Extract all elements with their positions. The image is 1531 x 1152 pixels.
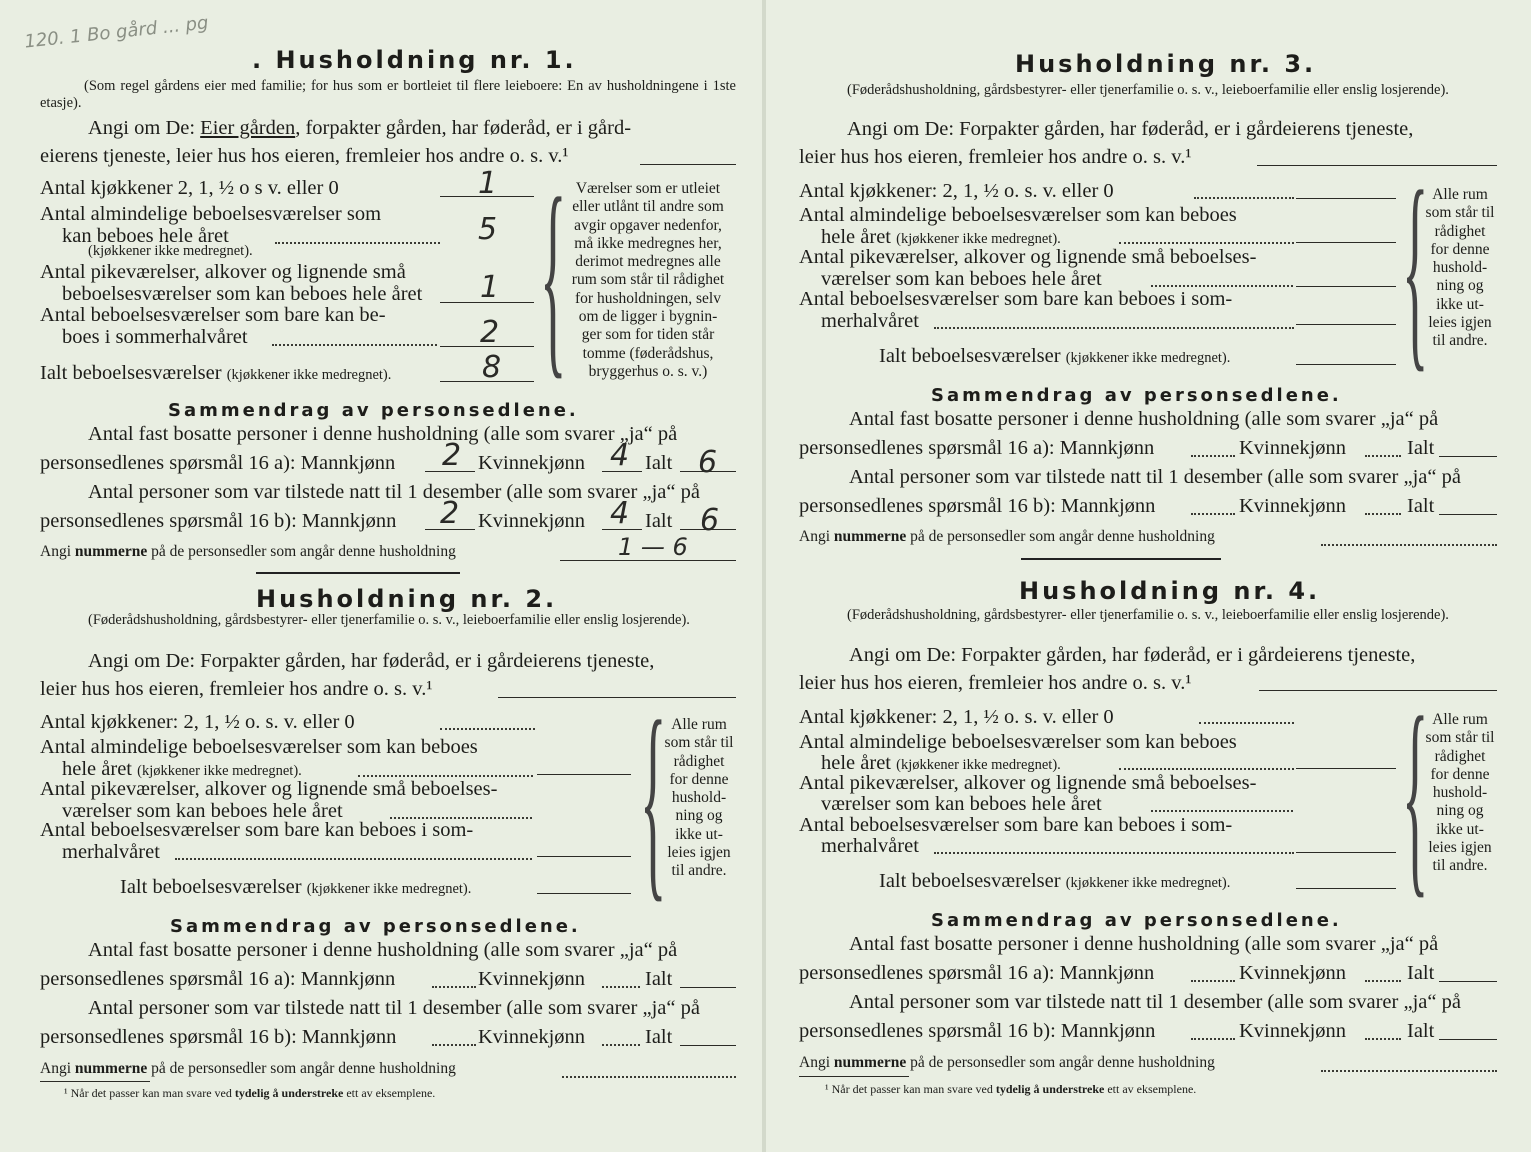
h1-summary-a-total: Ialt — [645, 452, 673, 474]
h4-summary-a-line-1: Antal fast bosatte personer i denne husholdning (alle som svarer „ja“ på — [849, 933, 1439, 955]
h4-maid-label-a: Antal pikeværelser, alkover og lignende små beboelses- — [799, 772, 1257, 794]
h1-female-a-answer: 4 — [610, 438, 630, 473]
h3-kitchens-label: Antal kjøkkener: 2, 1, ½ o. s. v. eller 0 — [799, 180, 1114, 202]
household-1-question-line-1: Angi om De: Eier gården, forpakter gården, har føderåd, er i gård- — [88, 117, 632, 139]
h1-summary-a-female: Kvinnekjønn — [478, 452, 586, 474]
h2-summary-a-line-1: Antal fast bosatte personer i denne husholdning (alle som svarer „ja“ på — [88, 939, 678, 961]
h4-summary-title: Sammendrag av personsedlene. — [931, 910, 1342, 931]
h4-summary-b-total: Ialt — [1407, 1020, 1435, 1042]
h2-summary-b-total: Ialt — [645, 1026, 673, 1048]
h3-summary-a-line-1: Antal fast bosatte personer i denne husholdning (alle som svarer „ja“ på — [849, 408, 1439, 430]
h3-summary-a-total: Ialt — [1407, 437, 1435, 459]
h4-summary-b-line-2: personsedlenes spørsmål 16 b): Mannkjønn — [799, 1020, 1156, 1042]
h4-summary-b-line-1: Antal personer som var tilstede natt til 1 desember (alle som svarer „ja“ på — [849, 991, 1461, 1013]
household-4-question-line-2: leier hus hos eieren, fremleier hos andre o. s. v.¹ — [799, 672, 1192, 694]
h4-ordinary-label-a: Antal almindelige beboelsesværelser som kan beboes — [799, 731, 1237, 753]
h1-male-a-answer: 2 — [442, 438, 462, 473]
household-2-note: (Føderådshusholdning, gårdsbestyrer- eller tjenerfamilie o. s. v., leieboerfamilie eller enslig losjerende). — [88, 612, 690, 628]
right-page: Husholdning nr. 3. (Føderådshusholdning, gårdsbestyrer- eller tjenerfamilie o. s. v., leieboerfamilie eller enslig losjerende). Angi om De: Forpakter gården, har føderåd, er i gårdeierens tjeneste, leier hus hos eieren, fremleier hos andre o. s. v.¹ Antal kjøkkener: 2, 1, ½ o. s. v. eller 0 Antal almindelige beboelsesværelser som kan beboes hele året (kjøkkener ikke medregnet). Antal pikeværelser, alkover og lignende små beboelses- værelser som kan beboes hele året Antal beboelsesværelser som bare kan beboes i som- merhalvåret Ialt beboelsesværelser (kjøkkener ikke medregnet). { Alle rum som står til rådighet for denne hushold- ning og ikke ut- leies igjen til andre. Sammendrag av personsedlene. Antal fast bosatte personer i denne husholdning (alle som svarer „ja“ på personsedlenes spørsmål 16 a): Mannkjønn Kvinnekjønn Ialt Antal personer som var tilstede natt til 1 desember (alle som svarer „ja“ på personsedlenes spørsmål 16 b): Mannkjønn Kvinnekjønn Ialt Angi nummerne på de personsedler som angår denne husholdning Husholdning nr. 4. (Føderådshusholdning, gårdsbestyrer- eller tjenerfamilie o. s. v., leieboerfamilie eller enslig losjerende). Angi om De: Forpakter gården, har føderåd, er i gårdeierens tjeneste, leier hus hos eieren, fremleier hos andre o. s. v.¹ Antal kjøkkener: 2, 1, ½ o. s. v. eller 0 Antal almindelige beboelsesværelser som kan beboes hele året (kjøkkener ikke medregnet). Antal pikeværelser, alkover og lignende små beboelses- værelser som kan beboes hele året Antal beboelsesværelser som bare kan beboes i som- merhalvåret Ialt beboelsesværelser (kjøkkener ikke medregnet). { Alle rum som står til rådighet for denne hushold- ning og ikke ut- leies igjen til andre. Sammendrag av personsedlene. Antal fast bosatte personer i denne husholdning (alle som svarer „ja“ på personsedlenes spørsmål 16 a): Mannkjønn Kvinnekjønn Ialt Antal personer som var tilstede natt til 1 desember (alle som svarer „ja“ på personsedlenes spørsmål 16 b): Mannkjønn Kvinnekjønn Ialt Angi nummerne på de personsedler som angår denne husholdning ¹ Når det passer kan man svare ved tydelig å understreke ett av eksemplene. — [766, 0, 1531, 1152]
household-4-title: Husholdning nr. 4. — [1019, 577, 1321, 605]
h1-numbers-label: Angi nummerne på de personsedler som angår denne husholdning — [40, 543, 456, 560]
household-1-title: . Husholdning nr. 1. — [252, 46, 577, 74]
left-footnote: ¹ Når det passer kan man svare ved tydelig å understreke ett av eksemplene. — [64, 1086, 436, 1100]
h1-summary-a-line-1: Antal fast bosatte personer i denne husholdning (alle som svarer „ja“ på — [88, 423, 678, 445]
h1-ordinary-label-a: Antal almindelige beboelsesværelser som — [40, 203, 382, 225]
h1-ordinary-label-b: kan beboes hele året — [62, 225, 229, 247]
left-page: 120. 1 Bo gård ... pg . Husholdning nr. 1. (Som regel gårdens eier med familie; for hus som er bortleiet til flere leieboere: En av husholdningene i 1ste etasje). Angi om De: Eier gården, forpakter gården, har føderåd, er i gård- eierens tjeneste, leier hus hos eieren, fremleier hos andre o. s. v.¹ Antal kjøkkener 2, 1, ½ o s v. eller 0 1 Antal almindelige beboelsesværelser som kan beboes hele året (kjøkkener ikke medregnet). 5 Antal pikeværelser, alkover og lignende små beboelsesværelser som kan beboes hele året 1 Antal beboelsesværelser som bare kan be- boes i sommerhalvåret 2 Ialt beboelsesværelser (kjøkkener ikke medregnet). 8 { Værelser som er utleiet eller utlånt til andre som avgir opgaver nedenfor, må ikke medregnes her, derimot medregnes alle rum som står til rådighet for husholdningen, selv om de ligger i bygnin- ger som for tiden står tomme (føderådshus, bryggerhus o. s. v.) Sammendrag av personsedlene. Antal fast bosatte personer i denne husholdning (alle som svarer „ja“ på personsedlenes spørsmål 16 a): Mannkjønn Kvinnekjønn Ialt 2 4 6 Antal personer som var tilstede natt til 1 desember (alle som svarer „ja“ på personsedlenes spørsmål 16 b): Mannkjønn Kvinnekjønn Ialt 2 4 6 Angi nummerne på de personsedler som angår denne husholdning 1 — 6 Husholdning nr. 2. (Føderådshusholdning, gårdsbestyrer- eller tjenerfamilie o. s. v., leieboerfamilie eller enslig losjerende). Angi om De: Forpakter gården, har føderåd, er i gårdeierens tjeneste, leier hus hos eieren, fremleier hos andre o. s. v.¹ Antal kjøkkener: 2, 1, ½ o. s. v. eller 0 Antal almindelige beboelsesværelser som kan beboes hele året (kjøkkener ikke medregnet). Antal pikeværelser, alkover og lignende små beboelses- værelser som kan beboes hele året Antal beboelsesværelser som bare kan beboes i som- merhalvåret Ialt beboelsesværelser (kjøkkener ikke medregnet). { Alle rum som står til rådighet for denne hushold- ning og ikke ut- leies igjen til andre. Sammendrag av personsedlene. Antal fast bosatte personer i denne husholdning (alle som svarer „ja“ på personsedlenes spørsmål 16 a): Mannkjønn Kvinnekjønn Ialt Antal personer som var tilstede natt til 1 desember (alle som svarer „ja“ på personsedlenes spørsmål 16 b): Mannkjønn Kvinnekjønn Ialt Angi nummerne på de personsedler som angår denne husholdning ¹ Når det passer kan man svare ved tydelig å understreke ett av eksemplene. — [0, 0, 762, 1152]
h1-maid-label-a: Antal pikeværelser, alkover og lignende små — [40, 261, 406, 283]
h4-summary-a-total: Ialt — [1407, 962, 1435, 984]
h3-ordinary-label-a: Antal almindelige beboelsesværelser som kan beboes — [799, 204, 1237, 226]
h3-numbers-label: Angi nummerne på de personsedler som angår denne husholdning — [799, 528, 1215, 545]
h4-summary-a-line-2: personsedlenes spørsmål 16 a): Mannkjønn — [799, 962, 1155, 984]
h2-ordinary-label-a: Antal almindelige beboelsesværelser som kan beboes — [40, 736, 478, 758]
h3-side-note: Alle rum som står til rådighet for denne hushold- ning og ikke ut- leies igjen til andre. — [1425, 186, 1495, 350]
household-1-note: (Som regel gårdens eier med familie; for hus som er bortleiet til flere leieboere: En av husholdningene i 1ste etasje). — [40, 78, 736, 111]
household-2-title: Husholdning nr. 2. — [256, 585, 558, 613]
h1-female-b-answer: 4 — [610, 496, 630, 531]
h2-summary-b-line-1: Antal personer som var tilstede natt til 1 desember (alle som svarer „ja“ på — [88, 997, 700, 1019]
h1-ordinary-note: (kjøkkener ikke medregnet). — [88, 243, 253, 259]
household-2-question-line-1: Angi om De: Forpakter gården, har føderåd, er i gårdeierens tjeneste, — [88, 650, 655, 672]
h2-maid-label-a: Antal pikeværelser, alkover og lignende små beboelses- — [40, 778, 498, 800]
h1-kitchens-answer: 1 — [478, 166, 498, 201]
household-1-question-line-2: eierens tjeneste, leier hus hos eieren, fremleier hos andre o. s. v.¹ — [40, 145, 569, 167]
h1-summer-answer: 2 — [480, 315, 500, 350]
h2-total-label: Ialt beboelsesværelser (kjøkkener ikke medregnet). — [120, 876, 472, 898]
h4-side-note: Alle rum som står til rådighet for denne hushold- ning og ikke ut- leies igjen til andre. — [1425, 711, 1495, 875]
h1-summary-title: Sammendrag av personsedlene. — [168, 400, 579, 421]
h3-summary-a-line-2: personsedlenes spørsmål 16 a): Mannkjønn — [799, 437, 1155, 459]
h3-total-label: Ialt beboelsesværelser (kjøkkener ikke medregnet). — [879, 345, 1231, 367]
h4-kitchens-label: Antal kjøkkener: 2, 1, ½ o. s. v. eller 0 — [799, 706, 1114, 728]
h4-summer-label-a: Antal beboelsesværelser som bare kan beboes i som- — [799, 814, 1233, 836]
h1-summer-label-b: boes i sommerhalvåret — [62, 326, 248, 348]
household-3-title: Husholdning nr. 3. — [1015, 50, 1317, 78]
h2-summary-b-female: Kvinnekjønn — [478, 1026, 586, 1048]
h4-numbers-label: Angi nummerne på de personsedler som angår denne husholdning — [799, 1054, 1215, 1071]
h3-summer-label-a: Antal beboelsesværelser som bare kan beboes i som- — [799, 288, 1233, 310]
corner-note: 120. 1 Bo gård ... pg — [23, 12, 210, 53]
h1-summary-b-female: Kvinnekjønn — [478, 510, 586, 532]
h1-side-note: Værelser som er utleiet eller utlånt til andre som avgir opgaver nedenfor, må ikke medregnes her, derimot medregnes alle rum som står til rådighet for husholdningen, selv om de ligger i bygnin- ger som for tiden står tomme (føderådshus, bryggerhus o. s. v.) — [571, 180, 725, 380]
h4-ordinary-label-b: hele året (kjøkkener ikke medregnet). — [821, 752, 1061, 774]
household-3-note: (Føderådshusholdning, gårdsbestyrer- eller tjenerfamilie o. s. v., leieboerfamilie eller enslig losjerende). — [847, 82, 1449, 98]
household-3-question-line-1: Angi om De: Forpakter gården, har føderåd, er i gårdeierens tjeneste, — [847, 118, 1414, 140]
h2-summer-label-b: merhalvåret — [62, 841, 160, 863]
household-4-question-line-1: Angi om De: Forpakter gården, har føderåd, er i gårdeierens tjeneste, — [849, 644, 1416, 666]
h1-male-b-answer: 2 — [440, 496, 460, 531]
h1-ordinary-answer: 5 — [478, 212, 498, 247]
h2-summary-a-total: Ialt — [645, 968, 673, 990]
h1-summary-b-total: Ialt — [645, 510, 673, 532]
h1-summer-label-a: Antal beboelsesværelser som bare kan be- — [40, 304, 386, 326]
h1-summary-a-line-2: personsedlenes spørsmål 16 a): Mannkjønn — [40, 452, 396, 474]
h4-summer-label-b: merhalvåret — [821, 835, 919, 857]
household-4-note: (Føderådshusholdning, gårdsbestyrer- eller tjenerfamilie o. s. v., leieboerfamilie eller enslig losjerende). — [847, 607, 1449, 623]
h3-summary-b-line-1: Antal personer som var tilstede natt til 1 desember (alle som svarer „ja“ på — [849, 466, 1461, 488]
h3-summary-b-female: Kvinnekjønn — [1239, 495, 1347, 517]
h3-summary-title: Sammendrag av personsedlene. — [931, 385, 1342, 406]
h2-kitchens-label: Antal kjøkkener: 2, 1, ½ o. s. v. eller 0 — [40, 711, 355, 733]
h1-kitchens-label: Antal kjøkkener 2, 1, ½ o s v. eller 0 — [40, 177, 339, 199]
h3-summary-b-total: Ialt — [1407, 495, 1435, 517]
h1-maid-label-b: beboelsesværelser som kan beboes hele året — [62, 283, 423, 305]
h3-ordinary-label-b: hele året (kjøkkener ikke medregnet). — [821, 226, 1061, 248]
h2-summary-b-line-2: personsedlenes spørsmål 16 b): Mannkjønn — [40, 1026, 397, 1048]
h3-summer-label-b: merhalvåret — [821, 310, 919, 332]
h4-summary-b-female: Kvinnekjønn — [1239, 1020, 1347, 1042]
h2-summary-title: Sammendrag av personsedlene. — [170, 916, 581, 937]
h2-maid-label-b: værelser som kan beboes hele året — [62, 800, 343, 822]
h1-summary-b-line-1: Antal personer som var tilstede natt til 1 desember (alle som svarer „ja“ på — [88, 481, 700, 503]
h3-maid-label-a: Antal pikeværelser, alkover og lignende små beboelses- — [799, 246, 1257, 268]
owner-option: Eier gården — [200, 117, 296, 139]
h4-maid-label-b: værelser som kan beboes hele året — [821, 793, 1102, 815]
h2-ordinary-label-b: hele året (kjøkkener ikke medregnet). — [62, 758, 302, 780]
h2-summary-a-female: Kvinnekjønn — [478, 968, 586, 990]
h1-total-answer: 8 — [482, 350, 502, 385]
h1-total-b-answer: 6 — [700, 503, 720, 538]
h2-summer-label-a: Antal beboelsesværelser som bare kan beboes i som- — [40, 819, 474, 841]
h3-maid-label-b: værelser som kan beboes hele året — [821, 268, 1102, 290]
h1-maid-answer: 1 — [480, 270, 500, 305]
h1-numbers-answer: 1 — 6 — [618, 533, 688, 561]
household-2-question-line-2: leier hus hos eieren, fremleier hos andre o. s. v.¹ — [40, 678, 433, 700]
h3-summary-b-line-2: personsedlenes spørsmål 16 b): Mannkjønn — [799, 495, 1156, 517]
h1-total-label: Ialt beboelsesværelser (kjøkkener ikke medregnet). — [40, 362, 392, 384]
right-footnote: ¹ Når det passer kan man svare ved tydelig å understreke ett av eksemplene. — [825, 1082, 1197, 1096]
h2-summary-a-line-2: personsedlenes spørsmål 16 a): Mannkjønn — [40, 968, 396, 990]
h2-side-note: Alle rum som står til rådighet for denne hushold- ning og ikke ut- leies igjen til andre. — [664, 716, 734, 880]
h2-numbers-label: Angi nummerne på de personsedler som angår denne husholdning — [40, 1060, 456, 1077]
h3-summary-a-female: Kvinnekjønn — [1239, 437, 1347, 459]
h4-summary-a-female: Kvinnekjønn — [1239, 962, 1347, 984]
h4-total-label: Ialt beboelsesværelser (kjøkkener ikke medregnet). — [879, 870, 1231, 892]
household-3-question-line-2: leier hus hos eieren, fremleier hos andre o. s. v.¹ — [799, 146, 1192, 168]
h1-total-a-answer: 6 — [698, 445, 718, 480]
h1-summary-b-line-2: personsedlenes spørsmål 16 b): Mannkjønn — [40, 510, 397, 532]
